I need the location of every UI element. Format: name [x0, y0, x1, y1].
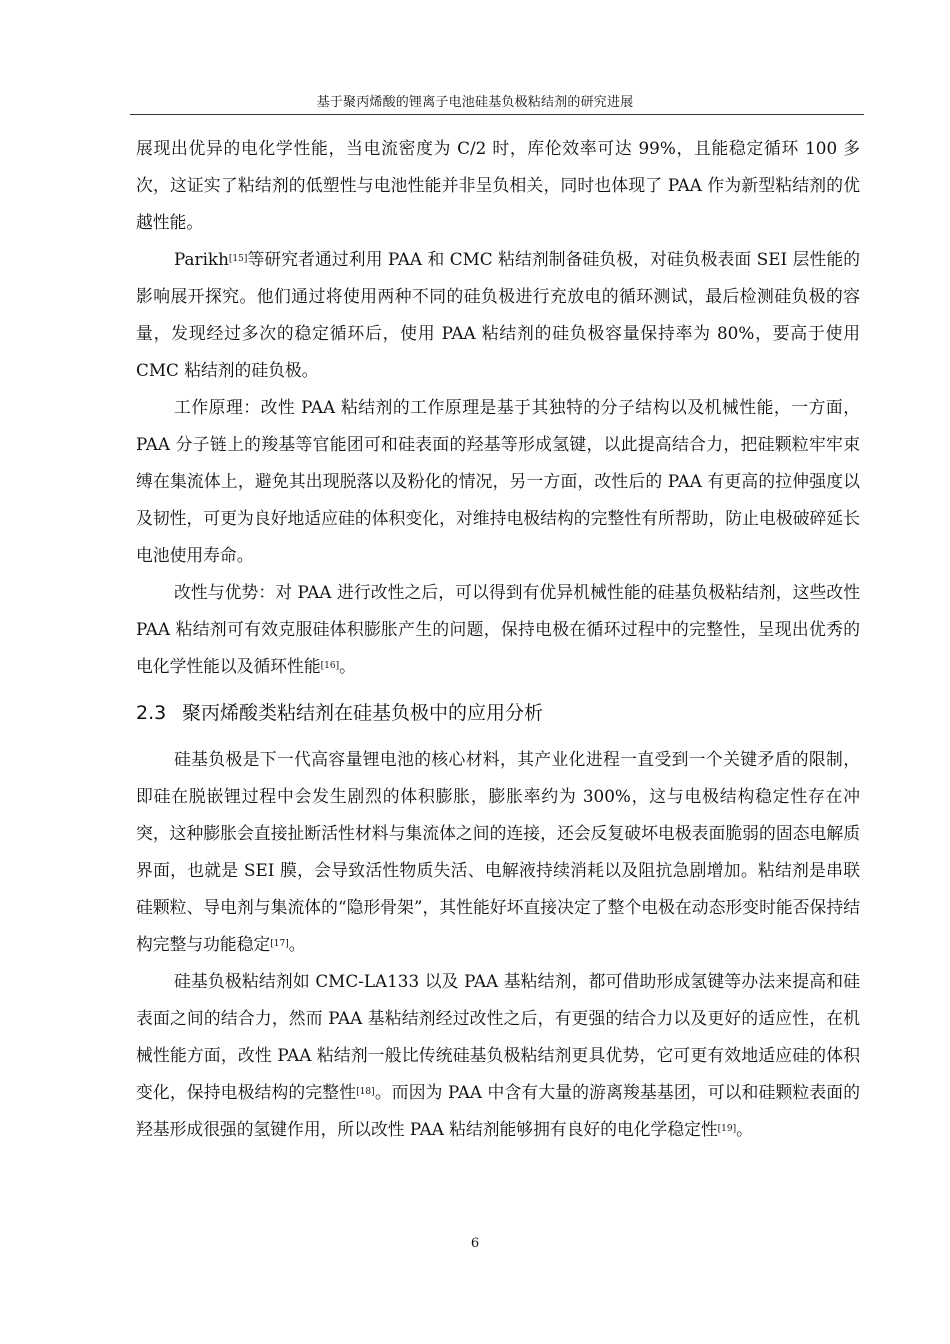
header-divider	[130, 114, 864, 115]
citation-ref: [18]	[356, 1087, 375, 1097]
citation-ref: [19]	[717, 1124, 737, 1134]
paragraph-continuation	[136, 130, 860, 241]
paragraph-text: 。而因为 PAA 中含有大量的游离羧基基团，可以和硅颗粒表面的羟基形成很强的氢键作用，所以改性 PAA 粘结剂能够拥有良好的电化学稳定性	[136, 1082, 860, 1139]
paragraph-parikh	[136, 241, 860, 389]
paragraph-text: 硅基负极是下一代高容量锂电池的核心材料，其产业化进程一直受到一个关键矛盾的限制，即硅在脱嵌锂过程中会发生剧烈的体积膨胀，膨胀率约为 300%，这与电极结构稳定性存在冲突，这种膨胀会直接扯断活性材料与集流体之间的连接，还会反复破坏电极表面脆弱的固态电解质界面，也就是 SEI 膜，会导致活性物质失活、电解液持续消耗以及阻抗急剧增加。粘结剂是串联硅颗粒、导电剂与集流体的“隐形骨架”，其性能好坏直接决定了整个电极在动态形变时能否保持结构完整与功能稳定	[136, 749, 860, 954]
punctuation: 。	[339, 656, 356, 676]
paragraph-text: 改性与优势：对 PAA 进行改性之后，可以得到有优异机械性能的硅基负极粘结剂，这些改性 PAA 粘结剂可有效克服硅体积膨胀产生的问题，保持电极在循环过程中的完整性，呈现出优秀的电化学性能以及循环性能	[136, 582, 860, 676]
page-body	[136, 130, 860, 1148]
section-number: 2.3	[136, 702, 167, 724]
paragraph-text: 等研究者通过利用 PAA 和 CMC 粘结剂制备硅负极，对硅负极表面 SEI 层性能的影响展开探究。他们通过将使用两种不同的硅负极进行充放电的循环测试，最后检测硅负极的容量，发现经过多次的稳定循环后，使用 PAA 粘结剂的硅负极容量保持率为 80%，要高于使用 CMC 粘结剂的硅负极。	[136, 249, 860, 380]
paragraph-silicon-anode	[136, 741, 860, 963]
paragraph-binder-comparison	[136, 963, 860, 1148]
citation-ref: [16]	[320, 661, 340, 671]
punctuation: 。	[288, 934, 306, 954]
section-heading	[136, 695, 860, 731]
page-number: 6	[470, 1236, 480, 1251]
punctuation: 。	[736, 1119, 753, 1139]
citation-ref: [15]	[228, 254, 248, 264]
paragraph-working-principle	[136, 389, 860, 574]
paragraph-text: 硅基负极粘结剂如 CMC-LA133 以及 PAA 基粘结剂，都可借助形成氢键等办法来提高和硅表面之间的结合力，然而 PAA 基粘结剂经过改性之后，有更强的结合力以及更好的适应性，在机械性能方面，改性 PAA 粘结剂一般比传统硅基负极粘结剂更具优势，它可更有效地适应硅的体积变化，保持电极结构的完整性	[136, 971, 860, 1102]
running-header-title: 基于聚丙烯酸的锂离子电池硅基负极粘结剂的研究进展	[316, 95, 634, 110]
paragraph-modification-advantages	[136, 574, 860, 685]
paragraph-text: 工作原理：改性 PAA 粘结剂的工作原理是基于其独特的分子结构以及机械性能，一方面，PAA 分子链上的羧基等官能团可和硅表面的羟基等形成氢键，以此提高结合力，把硅颗粒牢牢束缚在集流体上，避免其出现脱落以及粉化的情况，另一方面，改性后的 PAA 有更高的拉伸强度以及韧性，可更为良好地适应硅的体积变化，对维持电极结构的完整性有所帮助，防止电极破碎延长电池使用寿命。	[136, 397, 860, 565]
section-title: 聚丙烯酸类粘结剂在硅基负极中的应用分析	[182, 702, 544, 724]
author-name: Parikh	[174, 249, 229, 269]
paragraph-text: 展现出优异的电化学性能，当电流密度为 C/2 时，库伦效率可达 99%，且能稳定循环 100 多次，这证实了粘结剂的低塑性与电池性能并非呈负相关，同时也体现了 PAA 作为新型粘结剂的优越性能。	[136, 138, 860, 232]
citation-ref: [17]	[270, 939, 289, 949]
